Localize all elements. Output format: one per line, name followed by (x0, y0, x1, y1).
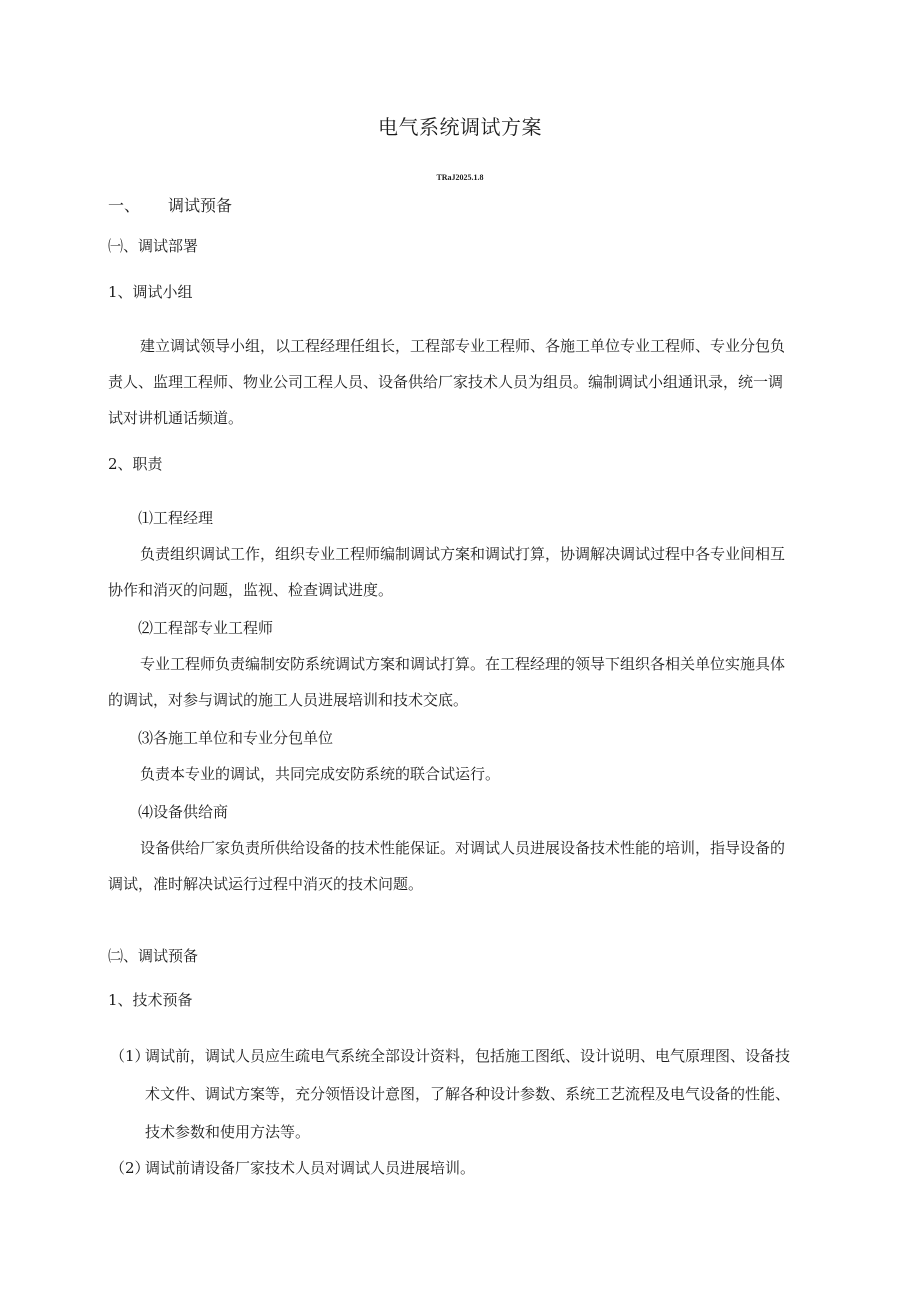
list-item-line: 术文件、调试方案等，充分领悟设计意图，了解各种设计参数、系统工艺流程及电气设备的性能、 (145, 1085, 791, 1103)
subsection-heading: ㈡、调试预备 (108, 947, 199, 965)
item-heading: 1、技术预备 (108, 991, 193, 1009)
list-item-line: 调试前，调试人员应生疏电气系统全部设计资料，包括施工图纸、设计说明、电气原理图、设备技 (145, 1047, 791, 1065)
paragraph-line: 设备供给厂家负责所供给设备的技术性能保证。对调试人员进展设备技术性能的培训，指导设备的 (140, 839, 786, 857)
item-heading: 2、职责 (108, 455, 163, 473)
paragraph-line: 建立调试领导小组，以工程经理任组长，工程部专业工程师、各施工单位专业工程师、专业分包负 (140, 337, 786, 355)
paragraph-line: 协作和消灭的问题，监视、检查调试进度。 (108, 581, 394, 599)
role-label: ⑵工程部专业工程师 (138, 619, 274, 637)
paragraph-line: 专业工程师负责编制安防系统调试方案和调试打算。在工程经理的领导下组织各相关单位实施具体 (140, 655, 786, 673)
role-label: ⑷设备供给商 (138, 803, 229, 821)
paragraph-line: 负责本专业的调试，共同完成安防系统的联合试运行。 (140, 765, 501, 783)
section-heading: 调试预备 (168, 196, 233, 215)
document-code: TRaJ2025.1.8 (436, 173, 484, 182)
document-title: 电气系统调试方案 (378, 115, 542, 139)
subsection-heading: ㈠、调试部署 (108, 237, 199, 255)
section-number: 一、 (108, 196, 141, 215)
item-heading: 1、调试小组 (108, 283, 193, 301)
list-marker: （2） (110, 1159, 150, 1177)
list-marker: （1） (110, 1047, 150, 1065)
paragraph-line: 责人、监理工程师、物业公司工程人员、设备供给厂家技术人员为组员。编制调试小组通讯录，统一调 (108, 373, 784, 391)
paragraph-line: 负责组织调试工作，组织专业工程师编制调试方案和调试打算，协调解决调试过程中各专业间相互 (140, 545, 786, 563)
paragraph-line: 的调试，对参与调试的施工人员进展培训和技术交底。 (108, 691, 469, 709)
paragraph-line: 调试，准时解决试运行过程中消灭的技术问题。 (108, 875, 424, 893)
paragraph-line: 试对讲机通话频道。 (108, 409, 244, 427)
role-label: ⑶各施工单位和专业分包单位 (138, 729, 334, 747)
role-label: ⑴工程经理 (138, 509, 214, 527)
list-item-line: 技术参数和使用方法等。 (145, 1123, 311, 1141)
list-item-line: 调试前请设备厂家技术人员对调试人员进展培训。 (145, 1159, 476, 1177)
